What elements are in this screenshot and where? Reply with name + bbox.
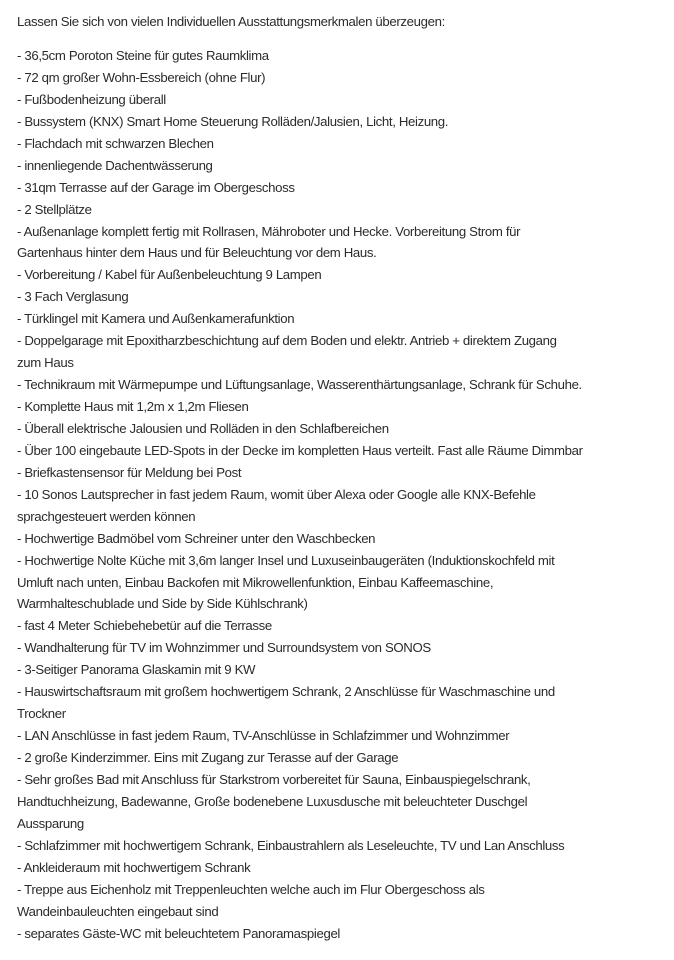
feature-item-line: - Doppelgarage mit Epoxitharzbeschichtung auf dem Boden und elektr. Antrieb + direktem Zugang bbox=[17, 333, 557, 349]
feature-item bbox=[17, 133, 583, 155]
feature-item-line: - Überall elektrische Jalousien und Rolläden in den Schlafbereichen bbox=[17, 420, 389, 436]
feature-item-line: - Vorbereitung / Kabel für Außenbeleuchtung 9 Lampen bbox=[17, 267, 322, 283]
feature-item bbox=[17, 396, 583, 418]
feature-item-line: - 3 Fach Verglasung bbox=[17, 289, 129, 305]
feature-item bbox=[17, 286, 583, 308]
feature-item-line: - Schlafzimmer mit hochwertigem Schrank, Einbaustrahlern als Leseleuchte, TV und Lan Anschluss bbox=[17, 837, 565, 853]
feature-item-line: - 72 qm großer Wohn-Essbereich (ohne Flur) bbox=[17, 69, 266, 85]
intro-heading: Lassen Sie sich von vielen Individuellen Ausstattungsmerkmalen überzeugen: bbox=[17, 14, 445, 29]
feature-item bbox=[17, 879, 583, 923]
feature-item bbox=[17, 923, 583, 945]
feature-item-line: - 2 große Kinderzimmer. Eins mit Zugang zur Terasse auf der Garage bbox=[17, 750, 399, 765]
feature-item bbox=[17, 857, 583, 879]
feature-item-line: - separates Gäste-WC mit beleuchtetem Panoramaspiegel bbox=[17, 925, 341, 941]
feature-item-line: - Technikraum mit Wärmepumpe und Lüftungsanlage, Wasserenthärtungsanlage, Schrank für Schuhe. bbox=[17, 377, 582, 393]
feature-item-line: - Ankleideraum mit hochwertigem Schrank bbox=[17, 859, 251, 875]
feature-item bbox=[17, 835, 583, 857]
feature-item bbox=[17, 374, 583, 396]
feature-item-line: - 10 Sonos Lautsprecher in fast jedem Raum, womit über Alexa oder Google alle KNX-Befehle bbox=[17, 486, 536, 502]
feature-item-line: - 2 Stellplätze bbox=[17, 201, 92, 217]
feature-item-line: - Treppe aus Eichenholz mit Treppenleuchten welche auch im Flur Obergeschoss als bbox=[17, 881, 485, 897]
feature-item-line: Aussparung bbox=[17, 815, 84, 831]
feature-item bbox=[17, 637, 583, 659]
feature-item-line: - Wandhalterung für TV im Wohnzimmer und Surroundsystem von SONOS bbox=[17, 640, 431, 656]
document-body bbox=[17, 11, 583, 944]
feature-item-line: Gartenhaus hinter dem Haus und für Beleuchtung vor dem Haus. bbox=[17, 245, 377, 261]
feature-item-line: - 3-Seitiger Panorama Glaskamin mit 9 KW bbox=[17, 662, 256, 678]
feature-item bbox=[17, 89, 583, 111]
feature-item-line: - 31qm Terrasse auf der Garage im Obergeschoss bbox=[17, 179, 295, 195]
feature-item bbox=[17, 221, 583, 265]
feature-item-line: - Fußbodenheizung überall bbox=[17, 91, 166, 107]
feature-item bbox=[17, 177, 583, 199]
feature-item-line: - Außenanlage komplett fertig mit Rollrasen, Mähroboter und Hecke. Vorbereitung Strom für bbox=[17, 223, 521, 239]
feature-item bbox=[17, 45, 583, 67]
feature-item-line: - Hauswirtschaftsraum mit großem hochwertigem Schrank, 2 Anschlüsse für Waschmaschine und bbox=[17, 684, 555, 700]
feature-item-line: - Flachdach mit schwarzen Blechen bbox=[17, 135, 214, 151]
feature-item bbox=[17, 615, 583, 637]
feature-item-line: Warmhalteschublade und Side by Side Kühlschrank) bbox=[17, 596, 308, 612]
feature-item bbox=[17, 199, 583, 221]
feature-item bbox=[17, 528, 583, 550]
feature-item bbox=[17, 155, 583, 177]
feature-item bbox=[17, 308, 583, 330]
feature-item bbox=[17, 111, 583, 133]
feature-item-line: - LAN Anschlüsse in fast jedem Raum, TV-Anschlüsse in Schlafzimmer und Wohnzimmer bbox=[17, 728, 510, 744]
feature-item bbox=[17, 462, 583, 484]
feature-item-line: - Briefkastensensor für Meldung bei Post bbox=[17, 464, 242, 480]
feature-item-line: - innenliegende Dachentwässerung bbox=[17, 157, 213, 173]
feature-item bbox=[17, 484, 583, 528]
feature-item bbox=[17, 747, 583, 769]
feature-item-line: - 36,5cm Poroton Steine für gutes Raumklima bbox=[17, 48, 269, 63]
feature-item-line: Umluft nach unten, Einbau Backofen mit Mikrowellenfunktion, Einbau Kaffeemaschine, bbox=[17, 574, 494, 590]
feature-item bbox=[17, 725, 583, 747]
feature-item bbox=[17, 67, 583, 89]
feature-item bbox=[17, 550, 583, 616]
feature-item-line: - Türklingel mit Kamera und Außenkamerafunktion bbox=[17, 311, 295, 327]
feature-item bbox=[17, 440, 583, 462]
feature-item bbox=[17, 264, 583, 286]
feature-item-line: - Sehr großes Bad mit Anschluss für Starkstrom vorbereitet für Sauna, Einbauspiegelschrank, bbox=[17, 771, 531, 787]
feature-item bbox=[17, 769, 583, 835]
feature-item bbox=[17, 659, 583, 681]
feature-item-line: sprachgesteuert werden können bbox=[17, 508, 196, 524]
feature-item bbox=[17, 681, 583, 725]
feature-item-line: - Komplette Haus mit 1,2m x 1,2m Fliesen bbox=[17, 399, 249, 414]
feature-item-line: Wandeinbauleuchten eingebaut sind bbox=[17, 903, 219, 919]
feature-item-line: - Über 100 eingebaute LED-Spots in der Decke im kompletten Haus verteilt. Fast alle Räume Dimmbar bbox=[17, 442, 583, 458]
feature-item-line: - Hochwertige Nolte Küche mit 3,6m langer Insel und Luxuseinbaugeräten (Induktionskochfeld mit bbox=[17, 552, 555, 568]
feature-list bbox=[17, 45, 583, 944]
feature-item-line: - Bussystem (KNX) Smart Home Steuerung Rolläden/Jalusien, Licht, Heizung. bbox=[17, 113, 449, 129]
feature-item-line: zum Haus bbox=[17, 355, 74, 371]
feature-item-line: Handtuchheizung, Badewanne, Große bodenebene Luxusdusche mit beleuchteter Duschgel bbox=[17, 793, 528, 809]
feature-item bbox=[17, 330, 583, 374]
feature-item-line: - Hochwertige Badmöbel vom Schreiner unter den Waschbecken bbox=[17, 530, 376, 546]
feature-item bbox=[17, 418, 583, 440]
feature-item-line: Trockner bbox=[17, 706, 66, 722]
feature-item-line: - fast 4 Meter Schiebehebetür auf die Terrasse bbox=[17, 618, 272, 634]
